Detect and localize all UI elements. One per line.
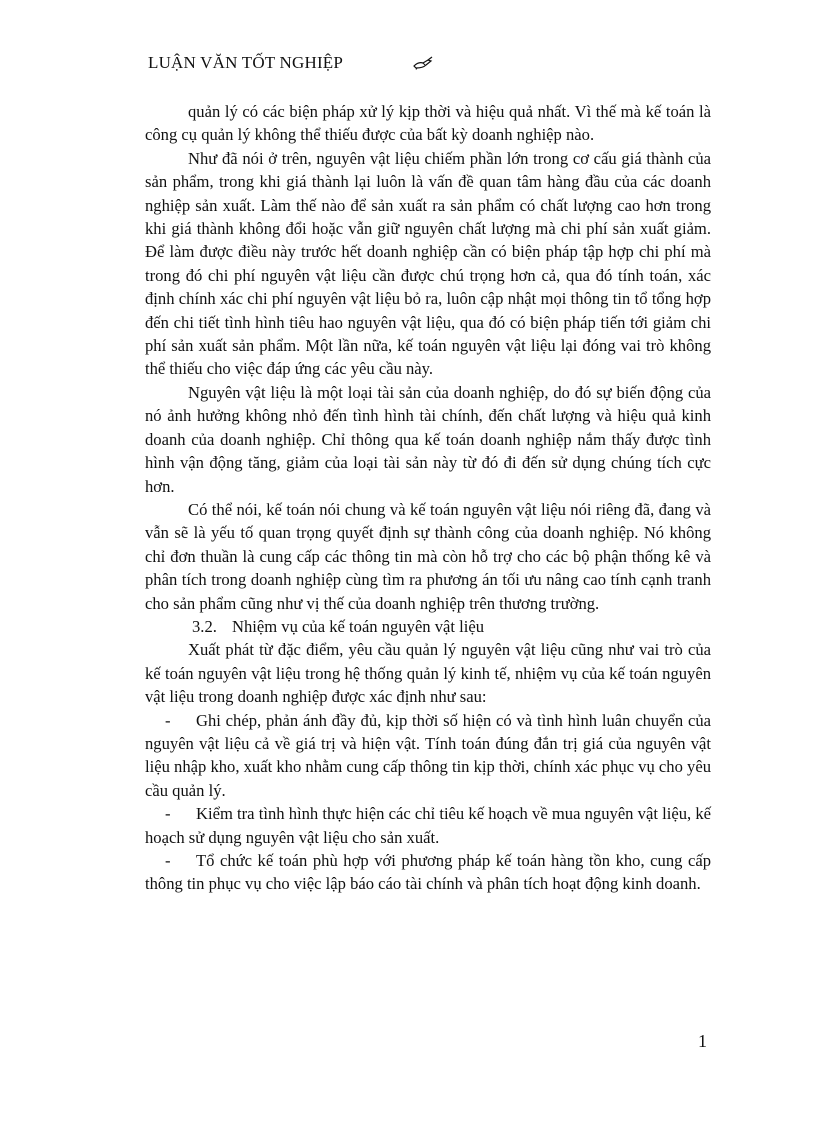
bullet-marker: - [165, 710, 171, 730]
bullet-item [145, 709, 711, 803]
bullet-text: Ghi chép, phản ánh đầy đủ, kịp thời số hiện có và tình hình luân chuyển của nguyên vật liệu cả về giá trị và hiện vật. Tính toán đúng đắn trị giá của nguyên vật liệu nhập kho, xuất kho nhằm cung cấp thông tin kịp thời, chính xác phục vụ cho yêu cầu quản lý. [145, 710, 711, 800]
body-paragraph: Nguyên vật liệu là một loại tài sản của doanh nghiệp, do đó sự biến động của nó ảnh hưởng không nhỏ đến tình hình tài chính, đến chất lượng và hiệu quả kinh doanh của doanh nghiệp. Chỉ thông qua kế toán doanh nghiệp nắm thấy được tình hình vận động tăng, giảm của loại tài sản này từ đó đi đến sử dụng chúng tích cực hơn. [145, 382, 711, 496]
bullet-text: Tổ chức kế toán phù hợp với phương pháp kế toán hàng tồn kho, cung cấp thông tin phục vụ cho việc lập báo cáo tài chính và phân tích hoạt động kinh doanh. [145, 851, 711, 894]
section-title: Nhiệm vụ của kế toán nguyên vật liệu [232, 616, 485, 636]
page-number: 1 [698, 1031, 707, 1051]
section-intro: Xuất phát từ đặc điểm, yêu cầu quản lý nguyên vật liệu cũng như vai trò của kế toán nguyên vật liệu trong hệ thống quản lý kinh tế, nhiệm vụ của kế toán nguyên vật liệu trong doanh nghiệp được xác định như sau: [145, 640, 711, 707]
body-paragraph: Có thể nói, kế toán nói chung và kế toán nguyên vật liệu nói riêng đã, đang và vẫn sẽ là yếu tố quan trọng quyết định sự thành công của doanh nghiệp. Nó không chỉ đơn thuần là cung cấp các thông tin mà còn hỗ trợ cho các bộ phận thống kê và phân tích trong doanh nghiệp cùng tìm ra phương án tối ưu nâng cao tính cạnh tranh cho sản phẩm cũng như vị thế của doanh nghiệp trên thương trường. [145, 499, 711, 613]
body-paragraph: Như đã nói ở trên, nguyên vật liệu chiếm phần lớn trong cơ cấu giá thành của sản phẩm, trong khi giá thành lại luôn là vấn đề quan tâm hàng đầu của các doanh nghiệp sản xuất. Làm thế nào để sản xuất ra sản phẩm có chất lượng cao hơn trong khi giá thành không đổi hoặc vẫn giữ nguyên chất lượng mà chi phí sản xuất giảm. Để làm được điều này trước hết doanh nghiệp cần có biện pháp tập hợp chi phí mà trong đó chi phí nguyên vật liệu cần được chú trọng hơn cả, qua đó tính toán, xác định chính xác chi phí nguyên vật liệu bỏ ra, luôn cập nhật mọi thông tin tổ tổng hợp đến chi tiết tình hình tiêu hao nguyên vật liệu, qua đó có biện pháp tiến tới giảm chi phí sản xuất sản phẩm. Một lần nữa, kế toán nguyên vật liệu lại đóng vai trò không thể thiếu cho việc đáp ứng các yêu cầu này. [145, 148, 711, 379]
section-heading [145, 615, 711, 638]
bullet-marker: - [165, 804, 171, 824]
bullet-marker: - [165, 851, 171, 870]
page-header [148, 53, 433, 73]
body-paragraph: quản lý có các biện pháp xử lý kịp thời và hiệu quả nhất. Vì thế mà kế toán là công cụ quản lý không thể thiếu được của bất kỳ doanh nghiệp nào. [145, 102, 711, 145]
writing-hand-icon [413, 56, 433, 70]
bullet-text: Kiểm tra tình hình thực hiện các chỉ tiêu kế hoạch về mua nguyên vật liệu, kế hoạch sử dụng nguyên vật liệu cho sản xuất. [145, 804, 711, 847]
bullet-item [145, 802, 711, 849]
header-title: LUẬN VĂN TỐT NGHIỆP [148, 53, 344, 72]
document-body [145, 100, 711, 896]
bullet-item [145, 849, 711, 896]
section-number: 3.2. [192, 616, 217, 636]
